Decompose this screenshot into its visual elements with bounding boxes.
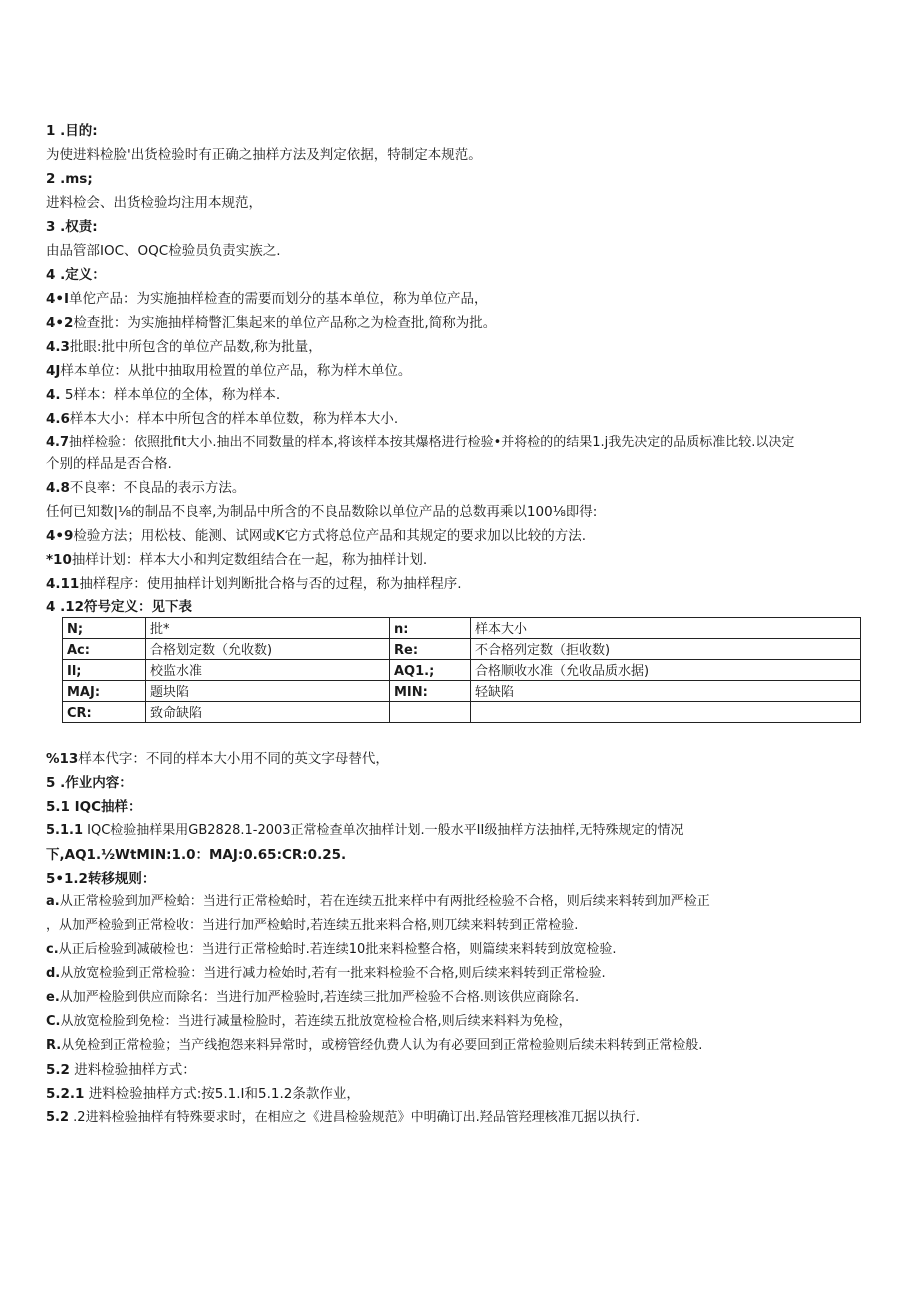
clause-text: 单佗产品：为实施抽样检查的需要而划分的基本单位，称为单位产品， <box>69 291 488 307</box>
clause-number: 4.6 <box>46 411 70 427</box>
clause-number: 5.1.1 <box>46 823 84 838</box>
rule-g <box>46 1037 702 1055</box>
clause-number: 4. <box>46 387 61 403</box>
definition-4-9 <box>46 527 586 545</box>
table-cell: 合格顺收水准（允收品质水据) <box>471 660 861 681</box>
section-1-heading <box>46 122 98 140</box>
table-cell: Il; <box>63 660 146 681</box>
table-cell: CR: <box>63 702 146 723</box>
table-row <box>63 618 861 639</box>
clause-text: 检查批：为实施抽样椅瞥汇集起来的单位产品称之为检查批,简称为批。 <box>73 315 497 331</box>
clause-5-2-2 <box>46 1109 640 1127</box>
clause-5-2 <box>46 1061 196 1079</box>
clause-text: 进料检验抽样方式： <box>69 1062 196 1078</box>
section-2-heading <box>46 170 93 188</box>
clause-text: 从正常检验到加严检蛤：当进行正常检蛤时，若在连续五批来样中有两批经检验不合格，则后续来料转到加严检正 <box>59 894 710 909</box>
clause-number: d. <box>46 966 61 981</box>
clause-text: 从放宽检验到正常检验：当进行减力检始时,若有一批来料检验不合格,则后续来料转到正常检验. <box>60 966 606 981</box>
definition-4-7-continued: 个别的样品是否合格. <box>46 456 172 472</box>
definition-4-10 <box>46 551 427 569</box>
clause-text: 样本大小：样本中所包含的样本单位数，称为样本大小. <box>69 411 399 427</box>
clause-number: 5•1.2 <box>46 871 88 887</box>
clause-number: *10 <box>46 552 72 568</box>
clause-text: .2进料检验抽样有特殊要求时，在相应之《进昌检验规范》中明确订出.羟品管羟理核准兀据以执行. <box>69 1110 640 1125</box>
definition-4-12 <box>46 598 192 616</box>
section-title: .作业内容： <box>55 775 133 791</box>
clause-number: 4J <box>46 363 61 379</box>
clause-text: IQC检验抽样果用GB2828.1-2003正常检查单次抽样计划.一般水平II级抽样方法抽样,无特殊规定的情况 <box>83 823 684 838</box>
symbol-definition-table <box>62 617 861 723</box>
clause-text: 进料检验抽样方式:按5.1.I和5.1.2条款作业， <box>84 1086 360 1102</box>
table-cell: 样本大小 <box>471 618 861 639</box>
clause-text: 从放宽检脸到免检：当进行减量检脸时，若连续五批放宽检检合格,则后续来料料为免检， <box>60 1014 572 1029</box>
clause-5-1 <box>46 798 142 816</box>
definition-4-8-formula: 任何已知数|⅛的制品不良率,为制品中所含的不良品数除以单位产品的总数再乘以100⅛即得: <box>46 504 598 520</box>
table-cell: n: <box>390 618 471 639</box>
clause-number: %13 <box>46 751 79 767</box>
clause-text: 抽样检验：依照批fit大小.抽出不同数量的样本,将该样本按其爆格进行检验•并将检的的结果1.j我先决定的品质标准比较.以决定 <box>69 435 795 450</box>
table-row <box>63 681 861 702</box>
section-5-heading <box>46 774 133 792</box>
clause-number: 4 <box>46 599 56 615</box>
clause-text: IQC抽样： <box>69 799 142 815</box>
section-title: .目的: <box>55 123 98 139</box>
table-cell <box>471 702 861 723</box>
definition-4-4 <box>46 362 411 380</box>
rule-a <box>46 893 710 911</box>
clause-5-1-1-continued: 下,AQ1.½WtMIN:1.0：MAJ:0.65:CR:0.25. <box>46 847 347 863</box>
responsibility-text: 由品管部IOC、OQC检验员负责实族之. <box>46 243 281 259</box>
section-number: 1 <box>46 123 56 139</box>
table-cell: 题块陷 <box>146 681 390 702</box>
section-number: 2 <box>46 171 56 187</box>
table-cell: 合格划定数（允收数) <box>146 639 390 660</box>
clause-number: C. <box>46 1014 61 1029</box>
section-title: .定义： <box>55 267 106 283</box>
table-cell: AQ1.; <box>390 660 471 681</box>
clause-text: .12符号定义：见下表 <box>55 599 193 615</box>
clause-number: 4•2 <box>46 315 74 331</box>
clause-5-1-1 <box>46 822 683 840</box>
clause-number: 4.8 <box>46 480 70 496</box>
table-cell: Re: <box>390 639 471 660</box>
clause-text: 从加严检脸到供应而除名：当进行加严检验时,若连续三批加严检验不合格.则该供应商除名. <box>59 990 580 1005</box>
clause-text: 从正后检验到减破检也：当进行正常检蛤时.若连续10批来料检整合格，则篇续来料转到放宽检验. <box>58 942 617 957</box>
clause-text: 5样本：样本单位的全体，称为样本. <box>60 387 281 403</box>
rule-b: ，从加严检验到正常检收：当进行加严检蛤时,若连续五批来料合格,则兀续来料转到正常检验. <box>46 918 579 933</box>
definition-4-8 <box>46 479 245 497</box>
clause-text: 转移规则： <box>87 871 156 887</box>
definition-4-2 <box>46 314 496 332</box>
clause-text: 批眼:批中所包含的单位产品数,称为批量， <box>69 339 322 355</box>
table-cell: MIN: <box>390 681 471 702</box>
section-title: .ms; <box>55 171 93 187</box>
clause-number: 4.7 <box>46 435 70 450</box>
definition-4-7 <box>46 434 794 452</box>
rule-d <box>46 965 606 983</box>
definition-4-5 <box>46 386 280 404</box>
definition-4-13 <box>46 750 389 768</box>
scope-text: 进料检会、出货检验均注用本规范， <box>46 195 262 211</box>
clause-text: 不良率：不良品的表示方法。 <box>69 480 246 496</box>
definition-4-1 <box>46 290 488 308</box>
clause-number: 5.1 <box>46 799 70 815</box>
table-row <box>63 639 861 660</box>
rule-c <box>46 941 616 959</box>
clause-number: R. <box>46 1038 62 1053</box>
clause-text: 从免检到正常检验；当产线抱怨来料异常时，或榜管经仇费人认为有必要回到正常检验则后续未料转到正常检般. <box>61 1038 703 1053</box>
table-cell: 校监水准 <box>146 660 390 681</box>
clause-number: e. <box>46 990 60 1005</box>
rule-f <box>46 1013 572 1031</box>
clause-5-2-1 <box>46 1085 360 1103</box>
table-cell: N; <box>63 618 146 639</box>
clause-text: 抽样计划：样本大小和判定数组结合在一起，称为抽样计划. <box>71 552 428 568</box>
definition-4-6 <box>46 410 398 428</box>
table-cell <box>390 702 471 723</box>
section-3-heading <box>46 218 98 236</box>
table-cell: 轻缺陷 <box>471 681 861 702</box>
clause-number: c. <box>46 942 59 957</box>
section-number: 5 <box>46 775 56 791</box>
section-4-heading <box>46 266 106 284</box>
section-number: 3 <box>46 219 56 235</box>
clause-number: 4•9 <box>46 528 74 544</box>
table-cell: 致命缺陷 <box>146 702 390 723</box>
section-title: .权责: <box>55 219 98 235</box>
rule-e <box>46 989 579 1007</box>
clause-number: 5.2 <box>46 1062 70 1078</box>
clause-text: 抽样程序：使用抽样计划判断批合格与否的过程，称为抽样程序. <box>79 576 462 592</box>
clause-text: 样本代字：不同的样本大小用不同的英文字母替代， <box>78 751 389 767</box>
clause-number: a. <box>46 894 60 909</box>
table-row <box>63 702 861 723</box>
table-cell: 不合格列定数（拒收数) <box>471 639 861 660</box>
clause-5-1-2 <box>46 870 155 888</box>
clause-number: 4.11 <box>46 576 80 592</box>
clause-number: 4•I <box>46 291 70 307</box>
purpose-text: 为使进料检脸'出货检验时有正确之抽样方法及判定依据，特制定本规范。 <box>46 147 482 163</box>
clause-number: 5.2.1 <box>46 1086 85 1102</box>
clause-number: 5.2 <box>46 1110 70 1125</box>
clause-number: 4.3 <box>46 339 70 355</box>
definition-4-11 <box>46 575 462 593</box>
clause-text: 样本单位：从批中抽取用检置的单位产品，称为样木单位。 <box>60 363 412 379</box>
table-row <box>63 660 861 681</box>
clause-text: 检验方法；用松枝、能测、试网或K它方式将总位产品和其规定的要求加以比较的方法. <box>73 528 587 544</box>
definition-4-3 <box>46 338 322 356</box>
table-cell: Ac: <box>63 639 146 660</box>
table-cell: MAJ: <box>63 681 146 702</box>
section-number: 4 <box>46 267 56 283</box>
table-cell: 批* <box>146 618 390 639</box>
